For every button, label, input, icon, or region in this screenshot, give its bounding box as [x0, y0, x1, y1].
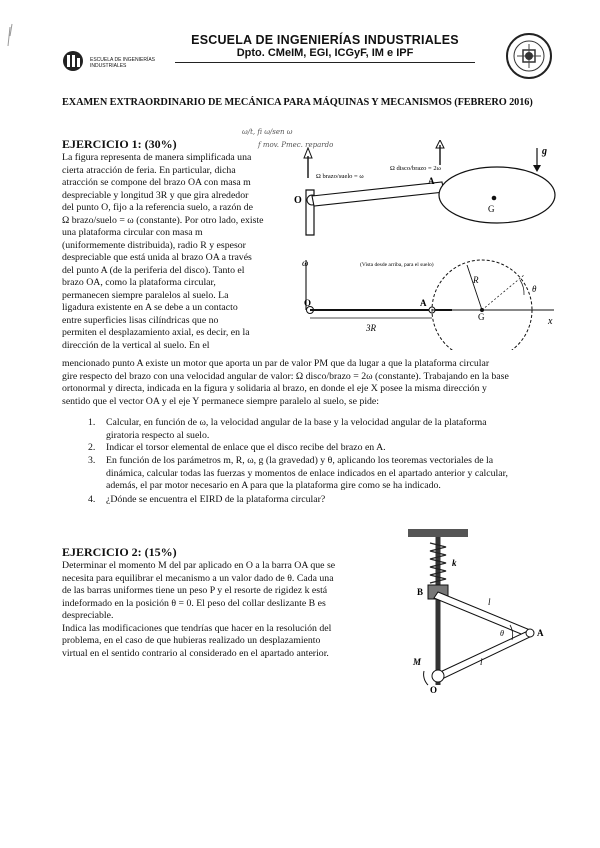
label-omega-top-view: ω — [302, 258, 309, 268]
ex2-line: indeformado en la posición θ = 0. El peso del collar deslizante B es — [62, 597, 326, 609]
ex1-line: (uniformemente distribuida), radio R y espesor — [62, 239, 246, 251]
radius-R — [467, 265, 482, 310]
school-name: ESCUELA DE INGENIERÍAS INDUSTRIALES — [191, 33, 459, 47]
gravity-label: g — [542, 146, 547, 157]
ex1-line: atracción se compone del brazo OA con masa m — [62, 177, 251, 188]
ex1-line: dirección de la vertical al suelo. En el — [62, 339, 210, 351]
lower-bar — [438, 630, 532, 679]
exam-title: EXAMEN EXTRAORDINARIO DE MECÁNICA PARA MÁQUINAS Y MECANISMOS (FEBRERO 2016) — [62, 97, 533, 108]
ex1-line: del punto O, fijo a la referencia suelo, a razón de — [62, 202, 253, 213]
ex2-line: Determinar el momento M del par aplicado en O a la barra OA que se — [62, 560, 336, 571]
question-line: ¿Dónde se encuentra el EIRD de la plataforma circular? — [106, 494, 326, 505]
question-line: además, el par motor necesario en A para que la plataforma gire como se ha indicado. — [106, 480, 441, 491]
label-k: k — [452, 558, 457, 568]
question-line: Calcular, en función de ω, la velocidad angular de la base y la velocidad angular de la plataforma — [106, 417, 487, 428]
label-A-bottom: A — [420, 298, 427, 308]
question-line: Indicar el torsor elemental de enlace que el disco recibe del brazo en A. — [106, 442, 386, 453]
ex1-full-line: mencionado punto A existe un motor que aporta un par de valor PM que da lugar a que la plataforma circular — [62, 358, 490, 369]
label-G-top: G — [488, 204, 495, 214]
label-G-bottom: G — [478, 312, 485, 322]
ex1-line: Ω brazo/suelo = ω (constante). Por otro lado, existe — [62, 214, 264, 226]
question-line: giratoria respecto al suelo. — [106, 429, 210, 441]
label-O-top: O — [294, 195, 302, 206]
logo-text: ESCUELA DE INGENIERÍAS INDUSTRIALES — [90, 57, 156, 69]
university-seal-icon — [505, 30, 553, 82]
label-l-lower: l — [480, 657, 483, 667]
disk-top-view — [432, 260, 532, 350]
ex1-line: despreciable y longitud 3R y que gira alrededor — [62, 189, 249, 201]
label-theta: θ — [532, 284, 537, 294]
department-name: Dpto. CMeIM, EGI, ICGyF, IM e IPF — [236, 47, 414, 59]
center-G — [492, 196, 497, 201]
ex1-line: despreciable que está unida al brazo OA a través — [62, 252, 252, 263]
label-A-top: A — [428, 176, 435, 186]
question-number: 3. — [88, 455, 96, 466]
exercise-1-figure — [292, 140, 562, 350]
ex1-line: entre superficies lisas cilíndricas que no — [62, 314, 219, 326]
exercise-2-figure — [400, 525, 560, 695]
theta-ref — [482, 275, 524, 310]
joint-A — [526, 629, 534, 637]
platform-disk — [439, 167, 555, 223]
top-support — [408, 529, 468, 537]
question-number: 4. — [88, 494, 96, 505]
ex1-full-line: gire respecto del brazo con una velocidad angular de valor: Ω disco/brazo = 2ω (constante). Trabajando en la base — [62, 370, 509, 382]
question-number: 1. — [88, 417, 96, 428]
ex1-line: permiten el desplazamiento axial, es decir, en la — [62, 327, 250, 338]
handwritten-note-2: f mov. Pmec. repardo — [258, 141, 334, 149]
ex1-line: una plataforma circular con masa m — [62, 227, 203, 238]
ex2-line: de las barras uniformes tiene un peso P y el resorte de rigidez k está — [62, 585, 328, 596]
exercise-1-continuation — [62, 358, 562, 408]
ex1-line: ligadura existente en A se debe a un contacto — [62, 302, 238, 313]
label-A: A — [537, 628, 544, 638]
label-3R: 3R — [366, 323, 376, 333]
ex2-line: Indica las modificaciones que tendrías que hacer en la resolución del — [62, 622, 332, 634]
question-number: 2. — [88, 442, 96, 453]
exercise-1-title: EJERCICIO 1: (30%) — [62, 137, 177, 151]
handwritten-note-1: ω/t, fi ω/sen ω — [242, 128, 293, 136]
upper-bar — [434, 592, 530, 636]
ex2-line: problema, en el caso de que hubieras realizado un desplazamiento — [62, 635, 321, 646]
ex1-line: La figura representa de manera simplificada una — [62, 152, 252, 163]
moment-arrow — [424, 671, 428, 685]
omega-disk-label: Ω disco/brazo = 2ω — [390, 165, 441, 172]
exercise-2-text — [62, 560, 392, 660]
question-line: En función de los parámetros m, R, ω, g (la gravedad) y θ, aplicando los teoremas vectoriales de la — [106, 455, 494, 466]
exercise-1-questions — [88, 417, 562, 522]
ex1-line: del punto A (de la periferia del disco). Tanto el — [62, 264, 245, 276]
view-label: (Vista desde arriba, para el suelo) — [360, 262, 434, 268]
pivot-O — [432, 670, 444, 682]
label-B: B — [417, 587, 424, 597]
pen-mark — [4, 22, 18, 52]
header-rule — [175, 62, 475, 63]
arm-OA — [312, 182, 444, 206]
ex2-line: despreciable. — [62, 610, 114, 621]
ex1-line: cierta atracción de feria. En particular, dicha — [62, 164, 236, 176]
ex1-line: permanecen siempre paralelos al suelo. La — [62, 289, 229, 301]
exercise-2-title: EJERCICIO 2: (15%) — [62, 545, 177, 559]
label-O-bottom: O — [304, 298, 312, 308]
theta-arc — [520, 280, 524, 295]
question-line: dinámica, calcular todas las fuerzas y momentos de enlace indicados en el apartado anterior y calcular, — [106, 467, 508, 479]
ex1-line: brazo OA, como la plataforma circular, — [62, 277, 216, 288]
label-theta: θ — [500, 629, 504, 638]
exercise-1-text — [62, 152, 288, 352]
label-M: M — [413, 657, 422, 667]
label-O: O — [430, 685, 438, 695]
ex2-line: necesita para equilibrar el mecanismo a un valor dado de θ. Cada una — [62, 572, 334, 584]
ex2-line: virtual en el sentido contrario al considerado en el apartado anterior. — [62, 647, 329, 659]
school-logo-icon — [62, 50, 90, 72]
gravity-arrowhead — [533, 165, 541, 172]
label-R: R — [473, 275, 479, 285]
label-l-upper: l — [488, 597, 491, 607]
omega-arm-label: Ω brazo/suelo = ω — [316, 173, 364, 180]
ex1-full-line: ortonormal y directa, indicada en la figura y solidaria al brazo, en donde el eje X posee la misma dirección y — [62, 383, 487, 394]
ex1-full-line: sentido que el vector OA y el eje Y permanece siempre paralelo al suelo, se pide: — [62, 395, 380, 407]
label-x: x — [548, 316, 553, 327]
